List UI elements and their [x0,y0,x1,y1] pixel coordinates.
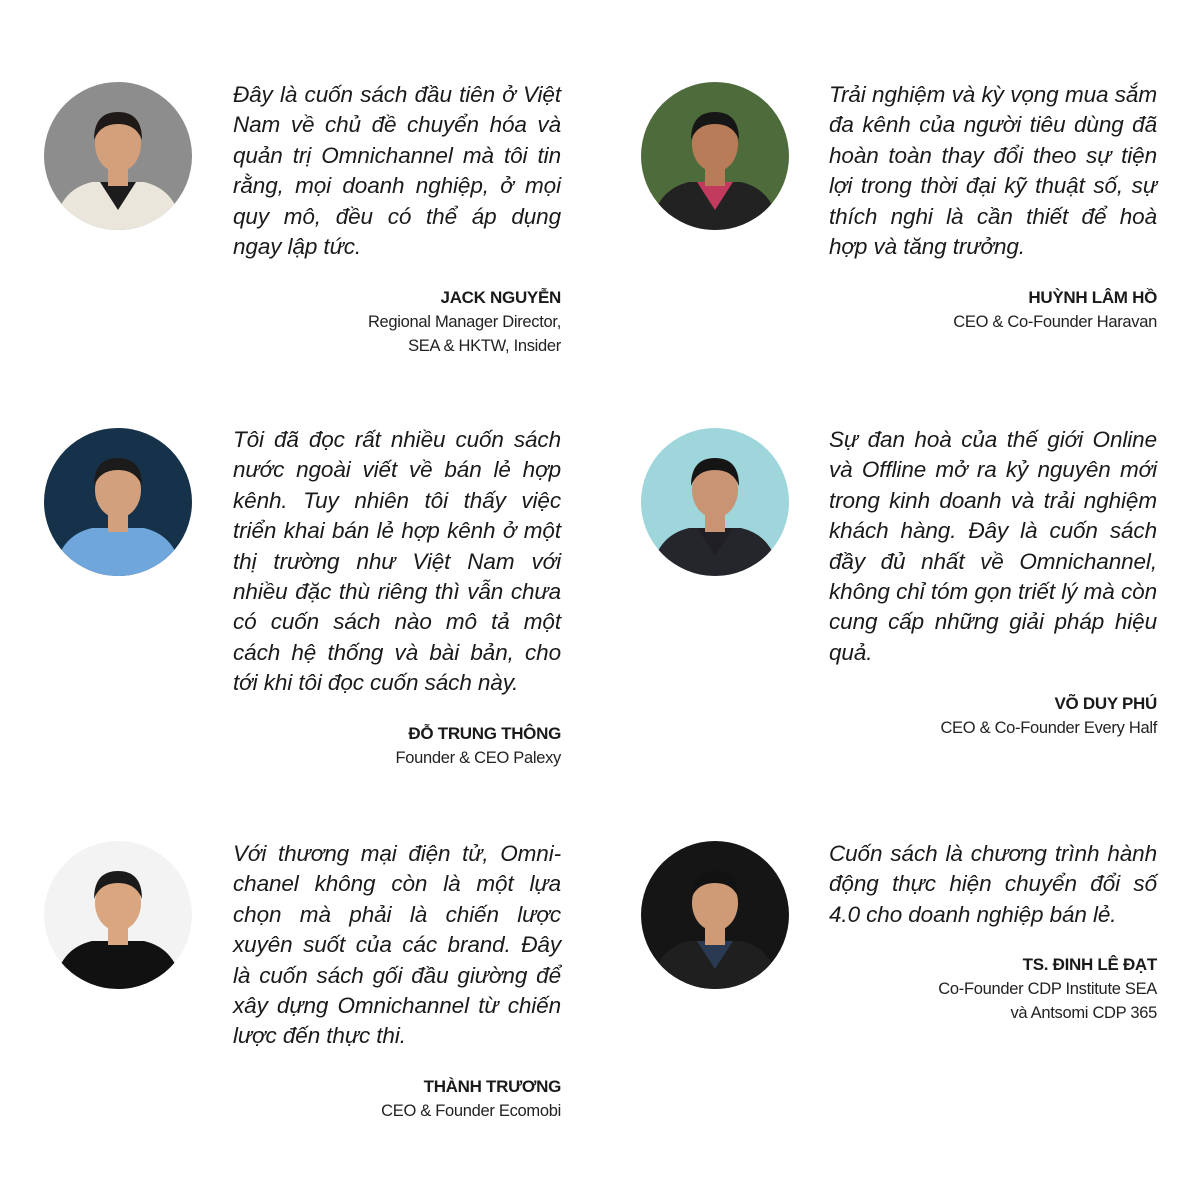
avatar [44,428,192,576]
testimonial-author [797,286,1157,334]
author-role: CEO & Founder Ecomobi [381,1102,561,1120]
avatar [641,428,789,576]
author-role-line2: SEA & HKTW, Insider [408,337,561,355]
portrait-photo [44,841,192,989]
testimonial-quote: Với thương mại điện tử, Omni-chanel không còn là một lựa chọn mà phải là chiến lược xuyên suốt của các brand. Đây là cuốn sách gối đầu giường để xây dựng Omnichannel từ chiến lược đến thực thi. [233,841,561,1049]
portrait-photo [641,428,789,576]
avatar [44,841,192,989]
author-name: JACK NGUYỄN [440,288,561,307]
avatar [44,82,192,230]
portrait-photo [641,841,789,989]
testimonial-quote: Đây là cuốn sách đầu tiên ở Việt Nam về chủ đề chuyển hóa và quản trị Omnichannel mà tôi tin rằng, mọi doanh nghiệp, ở mọi quy mô, đều có thể áp dụng ngay lập tức. [233,82,561,260]
portrait-photo [44,82,192,230]
author-role: CEO & Co-Founder Every Half [940,719,1157,737]
author-name: ĐỖ TRUNG THÔNG [408,724,561,743]
testimonial-quote: Trải nghiệm và kỳ vọng mua sắm đa kênh của người tiêu dùng đã hoàn toàn thay đổi theo sự tiện lợi trong thời đại kỹ thuật số, sự thích nghi là cần thiết để hoà hợp và tăng trưởng. [829,82,1157,260]
author-role: CEO & Co-Founder Haravan [953,313,1157,331]
author-name: TS. ĐINH LÊ ĐẠT [1022,955,1157,974]
author-role: Regional Manager Director, [367,313,561,331]
portrait-photo [641,82,789,230]
testimonial-author [797,953,1157,1025]
testimonial-quote: Sự đan hoà của thế giới Online và Offline mở ra kỷ nguyên mới trong kinh doanh và trải nghiệm khách hàng. Đây là cuốn sách đầy đủ nhất về Omnichannel, không chỉ tóm gọn triết lý mà còn cung cấp những giải pháp hiệu quả. [829,427,1157,665]
author-name: VÕ DUY PHÚ [1054,694,1157,713]
author-role-line2: và Antsomi CDP 365 [1010,1004,1157,1022]
author-role: Founder & CEO Palexy [395,749,561,767]
testimonial-author [201,722,561,770]
testimonial-author [201,286,561,358]
testimonial-author [201,1075,561,1123]
author-name: HUỲNH LÂM HỒ [1028,288,1157,307]
testimonial-quote: Cuốn sách là chương trình hành động thực hiện chuyển đổi số 4.0 cho doanh nghiệp bán lẻ. [829,841,1157,927]
portrait-photo [44,428,192,576]
author-name: THÀNH TRƯƠNG [423,1077,561,1096]
testimonial-quote: Tôi đã đọc rất nhiều cuốn sách nước ngoài viết về bán lẻ hợp kênh. Tuy nhiên tôi thấy việc triển khai bán lẻ hợp kênh ở một thị trường như Việt Nam với nhiều đặc thù riêng thì vẫn chưa có cuốn sách nào mô tả một cách hệ thống và bài bản, cho tới khi tôi đọc cuốn sách này. [233,427,561,696]
author-role: Co-Founder CDP Institute SEA [938,980,1157,998]
avatar [641,82,789,230]
avatar [641,841,789,989]
testimonial-author [797,692,1157,740]
